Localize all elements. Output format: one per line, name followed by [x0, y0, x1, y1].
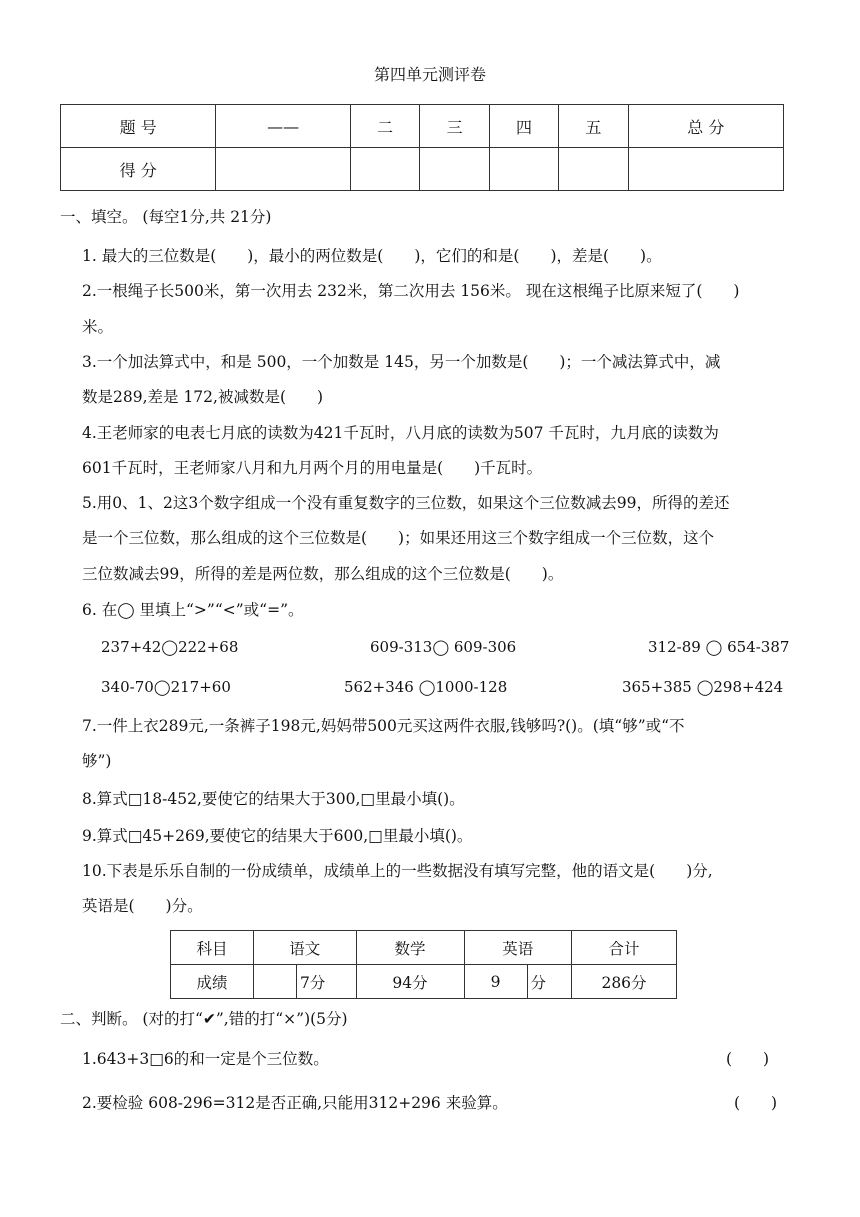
- table-cell: 四: [489, 105, 558, 148]
- answer-parentheses: ( ): [734, 1094, 778, 1112]
- compare-item: 340-70◯217+60: [101, 678, 231, 696]
- table-row: [61, 148, 784, 191]
- compare-item: 609-313◯ 609-306: [370, 638, 517, 656]
- judge-question-2: 2.要检验 608-296=312是否正确,只能用312+296 来验算。: [82, 1094, 508, 1112]
- table-cell: 分: [527, 965, 571, 999]
- question-8: 8.算式□18-452,要使它的结果大于300,□里最小填()。: [82, 790, 465, 808]
- table-cell: ——: [216, 105, 351, 148]
- question-5-line2: 是一个三位数，那么组成的这个三位数是( )；如果还用这三个数字组成一个三位数，这个: [82, 529, 715, 547]
- table-cell: 合计: [572, 931, 677, 965]
- question-9: 9.算式□45+269,要使它的结果大于600,□里最小填()。: [82, 827, 473, 845]
- grade-table: [170, 930, 677, 999]
- table-cell: 成绩: [171, 965, 254, 999]
- table-cell: 二: [350, 105, 419, 148]
- question-1: 1. 最大的三位数是( )，最小的两位数是( )，它们的和是( )，差是( )。: [82, 247, 662, 265]
- table-cell: [216, 148, 351, 191]
- table-cell: 286分: [572, 965, 677, 999]
- answer-parentheses: ( ): [726, 1050, 770, 1068]
- table-cell: 7分: [297, 965, 357, 999]
- question-6: 6. 在◯ 里填上“>”“<”或“=”。: [82, 601, 304, 619]
- table-cell: 科目: [171, 931, 254, 965]
- question-2-line2: 米。: [82, 318, 114, 336]
- table-cell: [628, 148, 783, 191]
- table-cell: 得 分: [61, 148, 216, 191]
- question-10-line2: 英语是( )分。: [82, 897, 203, 915]
- table-cell: 9: [464, 965, 527, 999]
- question-3-line1: 3.一个加法算式中，和是 500，一个加数是 145，另一个加数是( )；一个减法算式中，减: [82, 353, 721, 371]
- table-cell: [420, 148, 489, 191]
- table-row: [61, 105, 784, 148]
- table-row: [171, 965, 677, 999]
- table-row: [171, 931, 677, 965]
- compare-item: 365+385 ◯298+424: [622, 678, 784, 696]
- question-10-line1: 10.下表是乐乐自制的一份成绩单，成绩单上的一些数据没有填写完整，他的语文是( )分,: [82, 862, 713, 880]
- question-2-line1: 2.一根绳子长500米，第一次用去 232米，第二次用去 156米。 现在这根绳子比原来短了( ): [82, 282, 740, 300]
- table-cell: [559, 148, 628, 191]
- judge-question-1: 1.643+3□6的和一定是个三位数。: [82, 1050, 329, 1068]
- section1-heading: 一、填空。 (每空1分,共 21分): [60, 208, 272, 226]
- question-5-line1: 5.用0、1、2这3个数字组成一个没有重复数字的三位数，如果这个三位数减去99，所得的差还: [82, 494, 730, 512]
- compare-item: 312-89 ◯ 654-387: [648, 638, 790, 656]
- table-cell: 题 号: [61, 105, 216, 148]
- question-4-line2: 601千瓦时，王老师家八月和九月两个月的用电量是( )千瓦时。: [82, 459, 543, 477]
- score-table: [60, 104, 784, 191]
- table-cell: 总 分: [628, 105, 783, 148]
- question-7-line2: 够”): [82, 752, 112, 770]
- table-cell: [350, 148, 419, 191]
- question-4-line1: 4.王老师家的电表七月底的读数为421千瓦时，八月底的读数为507 千瓦时，九月底的读数为: [82, 424, 719, 442]
- table-cell: [489, 148, 558, 191]
- question-7-line1: 7.一件上衣289元,一条裤子198元,妈妈带500元买这两件衣服,钱够吗?()。(填“够”或“不: [82, 717, 685, 735]
- question-5-line3: 三位数减去99，所得的差是两位数，那么组成的这个三位数是( )。: [82, 565, 564, 583]
- table-cell: 94分: [356, 965, 464, 999]
- compare-item: 237+42◯222+68: [101, 638, 239, 656]
- table-cell: 语文: [254, 931, 357, 965]
- question-3-line2: 数是289,差是 172,被减数是( ): [82, 388, 324, 406]
- table-cell: [254, 965, 297, 999]
- table-cell: 数学: [356, 931, 464, 965]
- page-title: 第四单元测评卷: [373, 65, 486, 84]
- table-cell: 三: [420, 105, 489, 148]
- compare-item: 562+346 ◯1000-128: [344, 678, 508, 696]
- table-cell: 五: [559, 105, 628, 148]
- section2-heading: 二、判断。 (对的打“✔”,错的打“×”)(5分): [60, 1010, 348, 1028]
- table-cell: 英语: [464, 931, 571, 965]
